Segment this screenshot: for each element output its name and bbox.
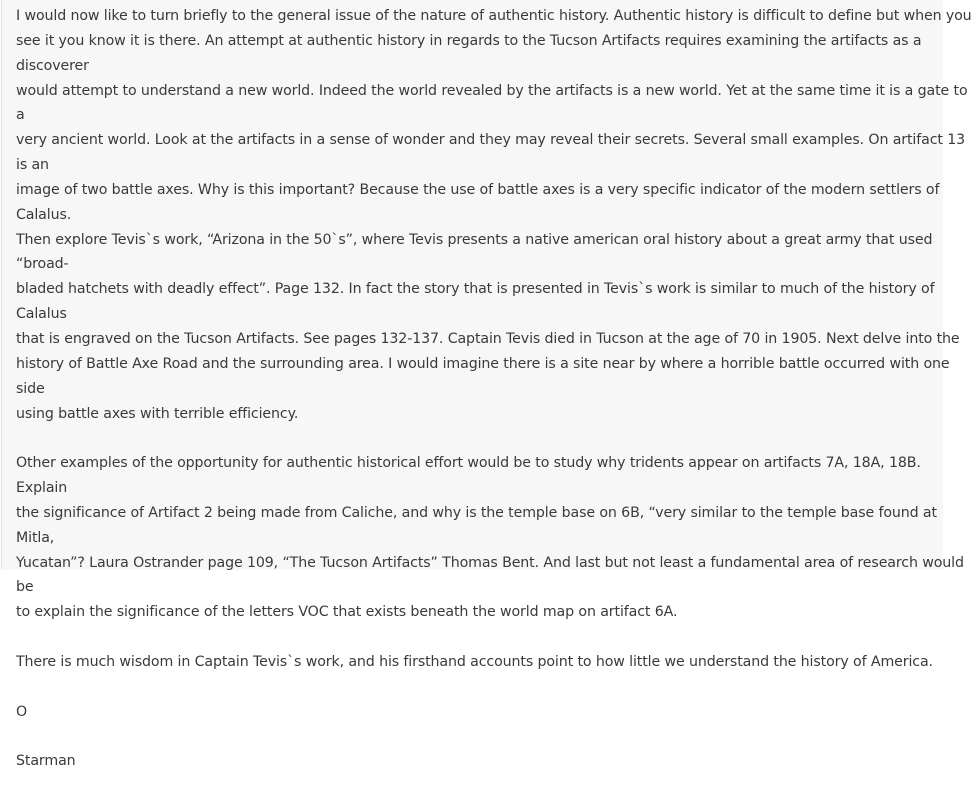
paragraph-line: very ancient world. Look at the artifacts in a sense of wonder and they may reveal their secrets. Several small examples. On artifact 13 is an	[16, 132, 966, 174]
paragraph-line: would attempt to understand a new world. Indeed the world revealed by the artifacts is a new world. Yet at the same time it is a gate to a	[16, 82, 968, 124]
paragraph-line: history of Battle Axe Road and the surrounding area. I would imagine there is a site near by where a horrible battle occurred with one side	[16, 355, 950, 397]
paragraph-line: see it you know it is there. An attempt at authentic history in regards to the Tucson Artifacts requires examining the artifacts as a discoverer	[16, 32, 922, 74]
post-paragraph-other-examples	[16, 451, 976, 625]
paragraph-line: to explain the significance of the letters VOC that exists beneath the world map on artifact 6A.	[16, 604, 678, 621]
post-content	[16, 4, 976, 799]
post-signature: Starman	[16, 753, 76, 770]
paragraph-line: that is engraved on the Tucson Artifacts. See pages 132-137. Captain Tevis died in Tucson at the age of 70 in 1905. Next delve into the	[16, 330, 960, 347]
paragraph-line: bladed hatchets with deadly effect”. Page 132. In fact the story that is presented in Tevis`s work is similar to much of the history of Calalus	[16, 281, 935, 323]
paragraph-line: Other examples of the opportunity for authentic historical effort would be to study why tridents appear on artifacts 7A, 18A, 18B. Explain	[16, 455, 921, 497]
paragraph-line: the significance of Artifact 2 being made from Caliche, and why is the temple base on 6B, “very similar to the temple base found at Mitla,	[16, 504, 937, 546]
post-paragraph-wisdom: There is much wisdom in Captain Tevis`s work, and his firsthand accounts point to how little we understand the history of America.	[16, 653, 933, 670]
forum-post-body	[1, 0, 972, 770]
paragraph-line: Yucatan”? Laura Ostrander page 109, “The Tucson Artifacts” Thomas Bent. And last but not least a fundamental area of research would be	[16, 554, 964, 596]
post-paragraph-authentic-history	[16, 4, 976, 426]
paragraph-line: I would now like to turn briefly to the general issue of the nature of authentic history. Authentic history is difficult to define but when you	[16, 8, 972, 24]
paragraph-line: using battle axes with terrible efficiency.	[16, 405, 299, 422]
paragraph-line: image of two battle axes. Why is this important? Because the use of battle axes is a very specific indicator of the modern settlers of Calalus.	[16, 181, 940, 223]
paragraph-line: Then explore Tevis`s work, “Arizona in the 50`s”, where Tevis presents a native american oral history about a great army that used “broad-	[16, 231, 933, 273]
post-paragraph-o: O	[16, 703, 28, 720]
